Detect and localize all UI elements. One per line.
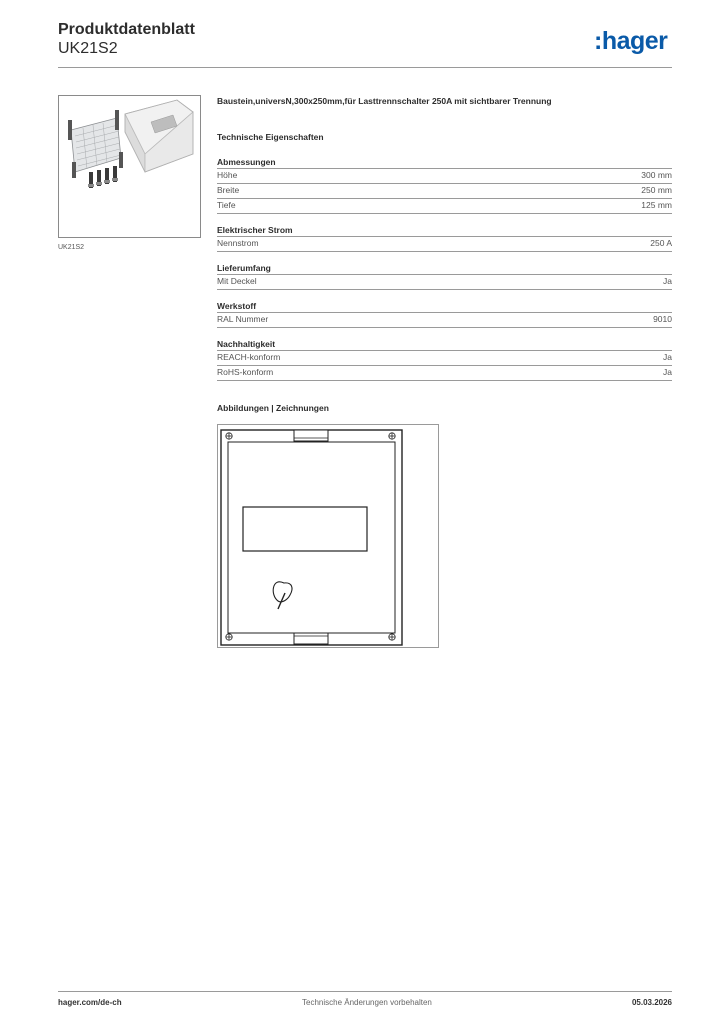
product-photo: [58, 95, 201, 238]
properties-group: [217, 300, 672, 328]
property-row: [217, 274, 672, 289]
property-row: [217, 312, 672, 327]
group-title: Werkstoff: [217, 301, 257, 311]
group-title: Nachhaltigkeit: [217, 339, 276, 349]
property-row: [217, 168, 672, 183]
property-value: 9010: [653, 314, 672, 324]
property-value: 250 mm: [641, 185, 672, 195]
group-title: Abmessungen: [217, 157, 276, 167]
product-description: Baustein,universN,300x250mm,für Lasttrennschalter 250A mit sichtbarer Trennung: [217, 96, 552, 106]
drawings-title: Abbildungen | Zeichnungen: [217, 403, 329, 413]
property-label: Tiefe: [217, 200, 236, 210]
cover-drawing-icon: [218, 425, 438, 647]
properties-group: [217, 224, 672, 252]
property-label: Nennstrom: [217, 238, 259, 248]
hager-logo: :hager: [594, 27, 668, 55]
property-row: [217, 236, 672, 251]
group-title: Lieferumfang: [217, 263, 271, 273]
property-value: 250 A: [650, 238, 672, 248]
footer-website-link[interactable]: hager.com/de-ch: [58, 998, 122, 1007]
property-row: [217, 350, 672, 365]
section-title: Technische Eigenschaften: [217, 132, 324, 142]
property-label: Mit Deckel: [217, 276, 257, 286]
property-label: RoHS-konform: [217, 367, 274, 377]
footer-divider: [58, 991, 672, 992]
technical-drawing: [217, 424, 439, 648]
property-row: [217, 365, 672, 380]
property-label: Breite: [217, 185, 240, 195]
property-value: 300 mm: [641, 170, 672, 180]
property-value: Ja: [663, 367, 672, 377]
property-value: Ja: [663, 276, 672, 286]
property-row: [217, 198, 672, 213]
properties-group: [217, 338, 672, 381]
property-label: RAL Nummer: [217, 314, 269, 324]
header-divider: [58, 67, 672, 68]
product-details: [217, 96, 672, 413]
property-value: Ja: [663, 352, 672, 362]
photo-caption: UK21S2: [58, 244, 85, 251]
property-label: REACH-konform: [217, 352, 281, 362]
page-title: Produktdatenblatt: [58, 21, 195, 38]
property-row: [217, 183, 672, 198]
property-value: 125 mm: [641, 200, 672, 210]
properties-group: [217, 156, 672, 214]
footer-notice: Technische Änderungen vorbehalten: [302, 998, 432, 1007]
product-photo-icon: [59, 96, 200, 237]
product-code: UK21S2: [58, 40, 118, 57]
group-title: Elektrischer Strom: [217, 225, 293, 235]
footer-date: 05.03.2026: [631, 998, 672, 1007]
properties-group: [217, 262, 672, 290]
property-label: Höhe: [217, 170, 238, 180]
